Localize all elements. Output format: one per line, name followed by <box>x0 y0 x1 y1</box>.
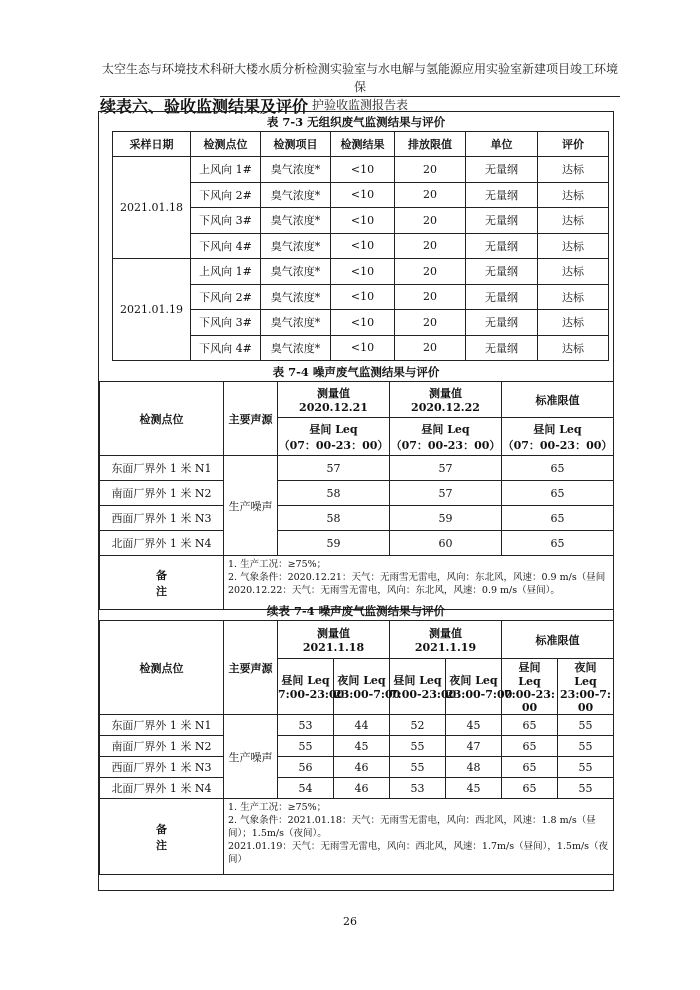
col-header-point: 检测点位 <box>100 621 224 715</box>
col-subheader-night: 夜间 Leq 23:00-7:00 <box>334 659 390 715</box>
cell-value: 55 <box>390 757 446 778</box>
cell-point: 上风向 1# <box>191 157 261 183</box>
cell-value: 57 <box>278 456 390 481</box>
cell-value: 58 <box>278 506 390 531</box>
cell-value: 52 <box>390 715 446 736</box>
note-line: 1. 生产工况：≥75%； <box>228 802 327 813</box>
cell-point: 下风向 4# <box>191 335 261 361</box>
cell-value: 45 <box>334 736 390 757</box>
cell-value: 20 <box>395 310 466 336</box>
note-line: 2. 气象条件：2021.01.18：天气：无雨雪无雷电，风向：西北风，风速：1.8 m/s（昼间）；1.5m/s（夜间）。 <box>228 815 596 839</box>
table-row <box>100 778 614 799</box>
cell-value: <10 <box>331 284 395 310</box>
header-line-2: 护验收监测报告表 <box>311 98 408 112</box>
cell-value: 65 <box>502 531 614 556</box>
cell-value: 46 <box>334 757 390 778</box>
header-cell: 评价 <box>538 132 609 157</box>
cell-value: <10 <box>331 310 395 336</box>
cell-value: 57 <box>390 456 502 481</box>
col-header-source: 主要声源 <box>224 382 278 456</box>
table-row <box>113 157 609 183</box>
col-subheader-limit-night: 夜间 Leq 23:00-7: 00 <box>558 659 614 715</box>
cell-value: 无量纲 <box>466 284 538 310</box>
col-header-measure-1: 测量值 2020.12.21 <box>278 382 390 418</box>
col-subheader-day-3: 昼间 Leq （07：00-23：00） <box>502 418 614 456</box>
cell-value: 20 <box>395 335 466 361</box>
cell-point: 北面厂界外 1 米 N4 <box>100 778 224 799</box>
col-subheader-day-2: 昼间 Leq （07：00-23：00） <box>390 418 502 456</box>
col-header-measure-1: 测量值 2021.1.18 <box>278 621 390 659</box>
cell-value: 臭气浓度* <box>261 157 331 183</box>
col-subheader-limit-day: 昼间 Leq 7:00-23: 00 <box>502 659 558 715</box>
note-line: 2. 气象条件：2020.12.21：天气：无雨雪无雷电，风向：东北风，风速：0.9 m/s（昼间2020.12.22：天气：无雨雪无雷电，风向：东北风，风速：0.9 m/s（昼间）。 <box>228 572 606 596</box>
cell-value: <10 <box>331 157 395 183</box>
cell-value: 65 <box>502 778 558 799</box>
cell-value: 55 <box>558 736 614 757</box>
table-row <box>100 481 614 506</box>
cell-value: 48 <box>446 757 502 778</box>
cell-value: 59 <box>278 531 390 556</box>
cell-point: 北面厂界外 1 米 N4 <box>100 531 224 556</box>
note-line: 2021.01.19：天气：无雨雪无雷电，风向：西北风，风速：1.7m/s（昼间），1.5m/s（夜间） <box>228 841 609 865</box>
notes-label: 备 注 <box>100 799 224 875</box>
cell-value: 59 <box>390 506 502 531</box>
cell-value: <10 <box>331 233 395 259</box>
cell-value: 无量纲 <box>466 182 538 208</box>
cell-source: 生产噪声 <box>224 715 278 799</box>
cell-value: 57 <box>390 481 502 506</box>
cell-value: 臭气浓度* <box>261 233 331 259</box>
cell-date: 2021.01.19 <box>113 259 191 361</box>
col-subheader-day-1: 昼间 Leq （07：00-23：00） <box>278 418 390 456</box>
cell-value: 65 <box>502 757 558 778</box>
cell-point: 西面厂界外 1 米 N3 <box>100 757 224 778</box>
cell-value: 达标 <box>538 157 609 183</box>
table-7-3-body <box>113 157 609 361</box>
cell-value: 53 <box>390 778 446 799</box>
col-header-limit: 标准限值 <box>502 382 614 418</box>
cell-point: 下风向 2# <box>191 284 261 310</box>
cell-value: 58 <box>278 481 390 506</box>
col-subheader-day: 昼间 Leq 7:00-23:00 <box>390 659 446 715</box>
col-header-point: 检测点位 <box>100 382 224 456</box>
cell-value: 65 <box>502 736 558 757</box>
cell-value: 无量纲 <box>466 208 538 234</box>
table-7-4 <box>99 381 614 610</box>
cell-point: 东面厂界外 1 米 N1 <box>100 715 224 736</box>
cell-point: 上风向 1# <box>191 259 261 285</box>
notes-content <box>224 799 614 875</box>
cell-value: 20 <box>395 284 466 310</box>
header-cell: 检测结果 <box>331 132 395 157</box>
cell-value: 55 <box>390 736 446 757</box>
cell-value: 臭气浓度* <box>261 310 331 336</box>
cell-value: 55 <box>558 778 614 799</box>
table-row <box>100 736 614 757</box>
header-cell: 检测点位 <box>191 132 261 157</box>
table-row <box>100 506 614 531</box>
table-row <box>100 757 614 778</box>
cell-value: <10 <box>331 208 395 234</box>
header-cell: 单位 <box>466 132 538 157</box>
cell-point: 下风向 3# <box>191 310 261 336</box>
cell-value: 达标 <box>538 259 609 285</box>
cell-value: 20 <box>395 157 466 183</box>
cell-source: 生产噪声 <box>224 456 278 556</box>
section-title: 续表六、验收监测结果及评价 <box>100 97 309 116</box>
cell-point: 西面厂界外 1 米 N3 <box>100 506 224 531</box>
cell-point: 下风向 2# <box>191 182 261 208</box>
col-header-source: 主要声源 <box>224 621 278 715</box>
notes-label: 备 注 <box>100 556 224 610</box>
cell-value: 53 <box>278 715 334 736</box>
cell-point: 东面厂界外 1 米 N1 <box>100 456 224 481</box>
cell-value: 达标 <box>538 208 609 234</box>
header-cell: 排放限值 <box>395 132 466 157</box>
table-7-4b <box>99 620 614 875</box>
cell-value: 20 <box>395 208 466 234</box>
table-7-4b-caption: 续表 7-4 噪声废气监测结果与评价 <box>266 604 446 618</box>
col-header-measure-2: 测量值 2020.12.22 <box>390 382 502 418</box>
cell-point: 下风向 4# <box>191 233 261 259</box>
table-7-4-caption: 表 7-4 噪声废气监测结果与评价 <box>272 365 440 379</box>
cell-value: 65 <box>502 506 614 531</box>
cell-value: 臭气浓度* <box>261 182 331 208</box>
col-header-limit: 标准限值 <box>502 621 614 659</box>
cell-value: 20 <box>395 182 466 208</box>
table-7-3 <box>112 131 609 361</box>
cell-value: 47 <box>446 736 502 757</box>
cell-value: 达标 <box>538 284 609 310</box>
table-7-3-caption: 表 7-3 无组织废气监测结果与评价 <box>266 115 446 129</box>
cell-value: 达标 <box>538 182 609 208</box>
table-row <box>100 715 614 736</box>
cell-value: 65 <box>502 715 558 736</box>
cell-value: 达标 <box>538 233 609 259</box>
cell-value: 无量纲 <box>466 310 538 336</box>
cell-value: <10 <box>331 335 395 361</box>
cell-value: 臭气浓度* <box>261 208 331 234</box>
notes-content <box>224 556 614 610</box>
cell-value: 60 <box>390 531 502 556</box>
cell-point: 南面厂界外 1 米 N2 <box>100 481 224 506</box>
cell-value: 臭气浓度* <box>261 259 331 285</box>
cell-value: 无量纲 <box>466 157 538 183</box>
cell-value: 无量纲 <box>466 233 538 259</box>
cell-value: 45 <box>446 715 502 736</box>
header-cell: 检测项目 <box>261 132 331 157</box>
cell-date: 2021.01.18 <box>113 157 191 259</box>
table-row <box>113 259 609 285</box>
cell-value: 46 <box>334 778 390 799</box>
page-number: 26 <box>343 915 357 928</box>
cell-value: 无量纲 <box>466 259 538 285</box>
col-header-measure-2: 测量值 2021.1.19 <box>390 621 502 659</box>
note-line: 1. 生产工况：≥75%； <box>228 559 327 570</box>
cell-point: 南面厂界外 1 米 N2 <box>100 736 224 757</box>
cell-value: 20 <box>395 233 466 259</box>
cell-value: 65 <box>502 456 614 481</box>
col-subheader-day: 昼间 Leq 7:00-23:00 <box>278 659 334 715</box>
cell-value: 45 <box>446 778 502 799</box>
cell-value: 54 <box>278 778 334 799</box>
cell-value: 65 <box>502 481 614 506</box>
cell-point: 下风向 3# <box>191 208 261 234</box>
cell-value: 无量纲 <box>466 335 538 361</box>
cell-value: 达标 <box>538 335 609 361</box>
cell-value: 44 <box>334 715 390 736</box>
header-line-1: 太空生态与环境技术科研大楼水质分析检测实验室与水电解与氢能源应用实验室新建项目竣工环境保 <box>101 62 618 94</box>
cell-value: <10 <box>331 259 395 285</box>
cell-value: 20 <box>395 259 466 285</box>
cell-value: 55 <box>558 757 614 778</box>
table-row <box>100 456 614 481</box>
header-cell: 采样日期 <box>113 132 191 157</box>
cell-value: 达标 <box>538 310 609 336</box>
cell-value: <10 <box>331 182 395 208</box>
cell-value: 臭气浓度* <box>261 335 331 361</box>
cell-value: 臭气浓度* <box>261 284 331 310</box>
cell-value: 56 <box>278 757 334 778</box>
table-row <box>100 531 614 556</box>
cell-value: 55 <box>558 715 614 736</box>
col-subheader-night: 夜间 Leq 23:00-7:00 <box>446 659 502 715</box>
cell-value: 55 <box>278 736 334 757</box>
